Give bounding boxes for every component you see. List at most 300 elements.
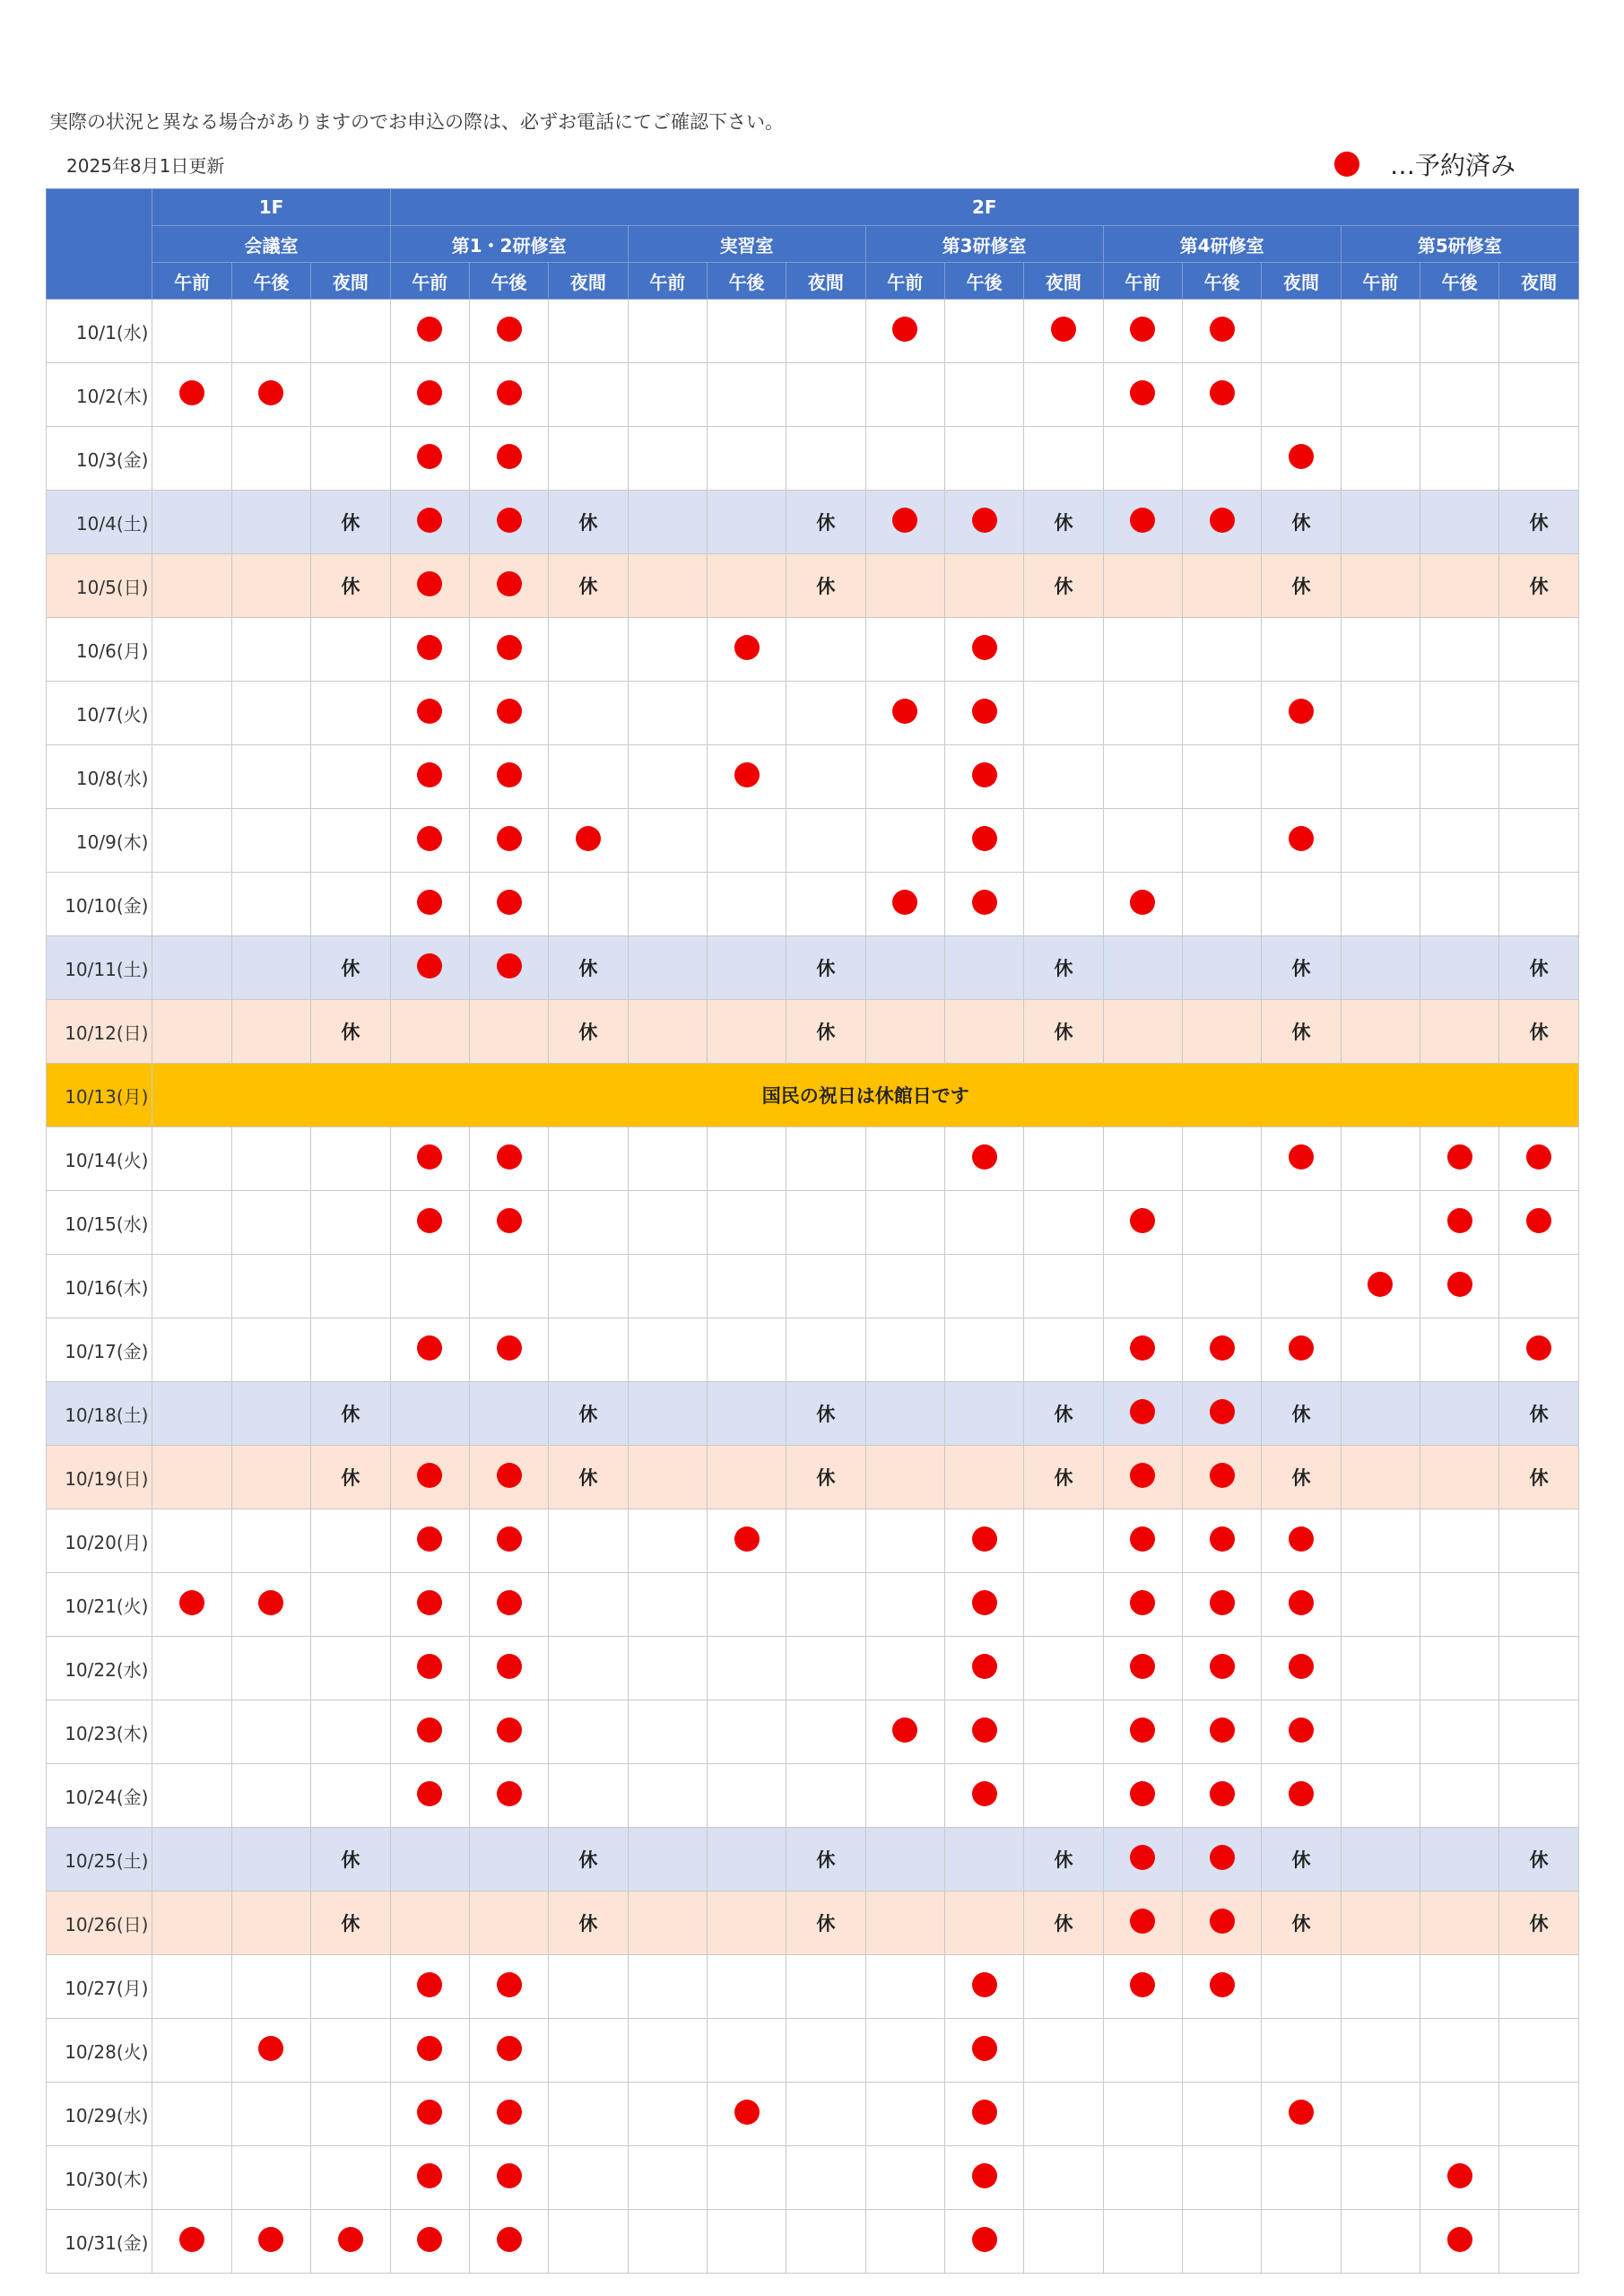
slot-cell bbox=[786, 873, 865, 936]
slot-cell bbox=[707, 1318, 786, 1382]
slot-cell bbox=[231, 1573, 310, 1637]
booked-dot-icon bbox=[1130, 1654, 1155, 1679]
slot-cell bbox=[1499, 936, 1579, 1000]
slot-cell bbox=[1024, 618, 1103, 682]
booked-dot-icon bbox=[179, 380, 204, 405]
closed-mark: 休 bbox=[1291, 1022, 1311, 1043]
slot-cell bbox=[865, 745, 944, 809]
booked-dot-icon bbox=[972, 2036, 997, 2061]
closed-mark: 休 bbox=[1291, 576, 1311, 597]
slot-cell bbox=[390, 1764, 469, 1828]
slot-cell bbox=[1103, 2210, 1182, 2274]
slot-cell bbox=[152, 1764, 231, 1828]
booked-dot-icon bbox=[417, 380, 442, 405]
booked-dot-icon bbox=[1130, 1909, 1155, 1934]
slot-cell bbox=[152, 300, 231, 363]
slot-cell bbox=[786, 427, 865, 491]
slot-cell bbox=[390, 300, 469, 363]
closed-mark: 休 bbox=[816, 1849, 836, 1871]
booked-dot-icon bbox=[972, 1526, 997, 1552]
closed-mark: 休 bbox=[1054, 958, 1073, 979]
slot-cell bbox=[1420, 363, 1498, 427]
slot-cell bbox=[1182, 1955, 1261, 2019]
slot-cell bbox=[231, 2210, 310, 2274]
slot-cell bbox=[1499, 618, 1579, 682]
closed-mark: 休 bbox=[1291, 512, 1311, 534]
slot-cell bbox=[865, 1573, 944, 1637]
slot-cell bbox=[1024, 1382, 1103, 1446]
slot-cell bbox=[1341, 1446, 1420, 1509]
closed-mark: 休 bbox=[578, 512, 598, 534]
slot-cell bbox=[786, 1382, 865, 1446]
slot-cell bbox=[1024, 809, 1103, 873]
slot-cell bbox=[231, 427, 310, 491]
slot-cell bbox=[1103, 1700, 1182, 1764]
slot-cell bbox=[152, 1637, 231, 1700]
slot-cell bbox=[549, 936, 628, 1000]
slot-cell bbox=[231, 1509, 310, 1573]
date-cell: 10/23(木) bbox=[47, 1700, 152, 1764]
closed-mark: 休 bbox=[1529, 1913, 1549, 1935]
slot-cell bbox=[1341, 1382, 1420, 1446]
booked-dot-icon bbox=[417, 508, 442, 533]
slot-cell bbox=[1182, 1000, 1261, 1064]
slot-cell bbox=[231, 2083, 310, 2146]
slot-cell bbox=[311, 554, 390, 618]
slot-cell bbox=[1262, 491, 1341, 554]
slot-header: 午後 bbox=[944, 263, 1023, 300]
slot-cell bbox=[1341, 1127, 1420, 1191]
slot-cell bbox=[1420, 1318, 1498, 1382]
slot-cell bbox=[944, 2083, 1023, 2146]
slot-cell bbox=[1420, 873, 1498, 936]
slot-cell bbox=[311, 809, 390, 873]
slot-cell bbox=[231, 873, 310, 936]
slot-cell bbox=[1024, 2083, 1103, 2146]
closed-mark: 休 bbox=[1054, 512, 1073, 534]
slot-cell bbox=[1420, 745, 1498, 809]
slot-cell bbox=[865, 1446, 944, 1509]
table-row bbox=[47, 936, 1579, 1000]
booked-dot-icon bbox=[497, 762, 522, 787]
slot-cell bbox=[1262, 1573, 1341, 1637]
slot-cell bbox=[311, 1637, 390, 1700]
slot-cell bbox=[1182, 936, 1261, 1000]
slot-cell bbox=[1420, 1255, 1498, 1318]
slot-header: 夜間 bbox=[1262, 263, 1341, 300]
booked-dot-icon bbox=[1447, 1144, 1472, 1170]
slot-cell bbox=[707, 1955, 786, 2019]
slot-cell bbox=[469, 1127, 548, 1191]
booked-dot-icon bbox=[497, 1972, 522, 1997]
slot-cell bbox=[1103, 936, 1182, 1000]
slot-cell bbox=[1341, 873, 1420, 936]
slot-cell bbox=[1341, 1828, 1420, 1892]
slot-cell bbox=[1420, 936, 1498, 1000]
date-cell: 10/19(日) bbox=[47, 1446, 152, 1509]
slot-cell bbox=[1262, 1892, 1341, 1955]
slot-header: 夜間 bbox=[786, 263, 865, 300]
slot-cell bbox=[549, 554, 628, 618]
slot-cell bbox=[707, 1446, 786, 1509]
slot-cell bbox=[311, 1446, 390, 1509]
slot-cell bbox=[628, 1700, 707, 1764]
slot-cell bbox=[469, 873, 548, 936]
slot-cell bbox=[944, 1191, 1023, 1255]
booked-dot-icon bbox=[1130, 1718, 1155, 1743]
booked-dot-icon bbox=[1210, 1463, 1235, 1488]
slot-cell bbox=[311, 936, 390, 1000]
slot-cell bbox=[1341, 1892, 1420, 1955]
floor-header-row bbox=[47, 189, 1579, 226]
slot-cell bbox=[311, 1382, 390, 1446]
slot-cell bbox=[390, 1318, 469, 1382]
slot-cell bbox=[1341, 2146, 1420, 2210]
slot-cell bbox=[469, 1637, 548, 1700]
slot-cell bbox=[1024, 427, 1103, 491]
booked-dot-icon bbox=[1210, 1909, 1235, 1934]
slot-cell bbox=[390, 1828, 469, 1892]
booked-dot-icon bbox=[1289, 1781, 1314, 1806]
slot-header: 午前 bbox=[865, 263, 944, 300]
room-header: 第5研修室 bbox=[1341, 226, 1578, 263]
slot-cell bbox=[944, 1573, 1023, 1637]
slot-cell bbox=[152, 1127, 231, 1191]
slot-cell bbox=[469, 491, 548, 554]
booked-dot-icon bbox=[497, 1463, 522, 1488]
slot-cell bbox=[1024, 1700, 1103, 1764]
slot-cell bbox=[1262, 1828, 1341, 1892]
slot-cell bbox=[1024, 1446, 1103, 1509]
slot-cell bbox=[152, 2083, 231, 2146]
slot-cell bbox=[311, 1255, 390, 1318]
slot-cell bbox=[628, 936, 707, 1000]
slot-cell bbox=[944, 1127, 1023, 1191]
booked-dot-icon bbox=[497, 444, 522, 469]
closed-mark: 休 bbox=[578, 576, 598, 597]
slot-cell bbox=[1341, 1509, 1420, 1573]
slot-cell bbox=[944, 1000, 1023, 1064]
slot-cell bbox=[152, 1255, 231, 1318]
slot-cell bbox=[1182, 491, 1261, 554]
slot-cell bbox=[1182, 1637, 1261, 1700]
notice-text: 実際の状況と異なる場合がありますのでお申込の際は、必ずお電話にてご確認下さい。 bbox=[49, 111, 784, 133]
booked-dot-icon bbox=[497, 1718, 522, 1743]
slot-header: 午後 bbox=[469, 263, 548, 300]
slot-cell bbox=[628, 554, 707, 618]
table-row bbox=[47, 2019, 1579, 2083]
legend-label: …予約済み bbox=[1390, 151, 1516, 180]
slot-cell bbox=[469, 1955, 548, 2019]
slot-cell bbox=[549, 2210, 628, 2274]
slot-cell bbox=[469, 1191, 548, 1255]
closed-mark: 休 bbox=[816, 576, 836, 597]
closed-mark: 休 bbox=[1054, 1467, 1073, 1489]
slot-cell bbox=[1024, 1637, 1103, 1700]
booked-dot-icon bbox=[417, 2163, 442, 2188]
slot-cell bbox=[469, 1700, 548, 1764]
date-cell: 10/1(水) bbox=[47, 300, 152, 363]
date-cell: 10/5(日) bbox=[47, 554, 152, 618]
table-row bbox=[47, 554, 1579, 618]
slot-cell bbox=[1341, 554, 1420, 618]
slot-cell bbox=[1341, 1191, 1420, 1255]
table-row bbox=[47, 427, 1579, 491]
slot-cell bbox=[1182, 427, 1261, 491]
booked-dot-icon bbox=[1526, 1335, 1551, 1361]
slot-cell bbox=[628, 1573, 707, 1637]
slot-cell bbox=[1499, 1446, 1579, 1509]
slot-cell bbox=[549, 1191, 628, 1255]
slot-cell bbox=[469, 300, 548, 363]
slot-cell bbox=[390, 2083, 469, 2146]
slot-cell bbox=[786, 363, 865, 427]
booked-dot-icon bbox=[1289, 1335, 1314, 1361]
slot-cell bbox=[865, 1892, 944, 1955]
slot-cell bbox=[549, 809, 628, 873]
slot-cell bbox=[152, 1191, 231, 1255]
slot-cell bbox=[1499, 809, 1579, 873]
table-row bbox=[47, 2083, 1579, 2146]
slot-cell bbox=[628, 1000, 707, 1064]
date-cell: 10/7(火) bbox=[47, 682, 152, 745]
slot-cell bbox=[469, 1764, 548, 1828]
closed-mark: 休 bbox=[1529, 958, 1549, 979]
slot-cell bbox=[1024, 1892, 1103, 1955]
slot-cell bbox=[786, 1892, 865, 1955]
slot-cell bbox=[1499, 1573, 1579, 1637]
slot-cell bbox=[469, 1382, 548, 1446]
slot-cell bbox=[390, 1191, 469, 1255]
slot-cell bbox=[786, 2210, 865, 2274]
slot-cell bbox=[1103, 300, 1182, 363]
slot-cell bbox=[390, 1573, 469, 1637]
floor-header: 2F bbox=[390, 189, 1578, 226]
closed-mark: 休 bbox=[1054, 1913, 1073, 1935]
slot-cell bbox=[786, 1955, 865, 2019]
slot-cell bbox=[152, 491, 231, 554]
slot-cell bbox=[944, 809, 1023, 873]
slot-cell bbox=[1024, 554, 1103, 618]
slot-cell bbox=[311, 1191, 390, 1255]
slot-cell bbox=[1262, 745, 1341, 809]
slot-cell bbox=[1182, 1700, 1261, 1764]
slot-cell bbox=[786, 2083, 865, 2146]
slot-cell bbox=[1103, 2083, 1182, 2146]
booked-dot-icon bbox=[1210, 1972, 1235, 1997]
slot-cell bbox=[628, 1509, 707, 1573]
booked-dot-icon bbox=[972, 1654, 997, 1679]
closed-mark: 休 bbox=[1529, 576, 1549, 597]
slot-cell bbox=[549, 618, 628, 682]
table-row bbox=[47, 1828, 1579, 1892]
date-cell: 10/21(火) bbox=[47, 1573, 152, 1637]
table-row bbox=[47, 1000, 1579, 1064]
booked-dot-icon bbox=[972, 2227, 997, 2252]
slot-cell bbox=[549, 1573, 628, 1637]
slot-cell bbox=[311, 491, 390, 554]
slot-cell bbox=[865, 1318, 944, 1382]
slot-cell bbox=[628, 1955, 707, 2019]
booked-dot-icon bbox=[258, 1590, 283, 1615]
table-row bbox=[47, 1955, 1579, 2019]
closed-mark: 休 bbox=[816, 1467, 836, 1489]
slot-cell bbox=[152, 1000, 231, 1064]
slot-cell bbox=[311, 873, 390, 936]
slot-cell bbox=[152, 1700, 231, 1764]
slot-cell bbox=[1024, 745, 1103, 809]
booked-dot-icon bbox=[417, 699, 442, 724]
booked-dot-icon bbox=[417, 1335, 442, 1361]
room-header: 第4研修室 bbox=[1103, 226, 1341, 263]
slot-cell bbox=[1341, 2019, 1420, 2083]
slot-cell bbox=[469, 554, 548, 618]
slot-cell bbox=[786, 554, 865, 618]
slot-cell bbox=[1262, 1509, 1341, 1573]
slot-header: 午前 bbox=[1341, 263, 1420, 300]
slot-cell bbox=[1341, 682, 1420, 745]
slot-cell bbox=[628, 2019, 707, 2083]
slot-cell bbox=[469, 745, 548, 809]
slot-cell bbox=[1024, 1000, 1103, 1064]
slot-cell bbox=[390, 1446, 469, 1509]
updated-date: 2025年8月1日更新 bbox=[66, 155, 225, 177]
slot-cell bbox=[231, 491, 310, 554]
table-row bbox=[47, 682, 1579, 745]
booked-dot-icon bbox=[417, 2100, 442, 2125]
slot-cell bbox=[1182, 1191, 1261, 1255]
slot-cell bbox=[865, 1955, 944, 2019]
slot-cell bbox=[786, 1509, 865, 1573]
slot-cell bbox=[628, 1637, 707, 1700]
slot-cell bbox=[1182, 618, 1261, 682]
slot-cell bbox=[707, 2210, 786, 2274]
slot-cell bbox=[944, 1764, 1023, 1828]
table-row bbox=[47, 1382, 1579, 1446]
booked-dot-icon bbox=[417, 1718, 442, 1743]
date-cell: 10/2(木) bbox=[47, 363, 152, 427]
booked-dot-icon bbox=[972, 1781, 997, 1806]
booked-dot-icon bbox=[417, 1526, 442, 1552]
slot-cell bbox=[1499, 1255, 1579, 1318]
slot-cell bbox=[865, 2146, 944, 2210]
slot-cell bbox=[390, 554, 469, 618]
slot-cell bbox=[469, 427, 548, 491]
slot-cell bbox=[786, 1700, 865, 1764]
slot-cell bbox=[1341, 936, 1420, 1000]
slot-cell bbox=[231, 745, 310, 809]
slot-cell bbox=[786, 1127, 865, 1191]
table-row bbox=[47, 2146, 1579, 2210]
slot-cell bbox=[390, 2146, 469, 2210]
booked-dot-icon bbox=[497, 2100, 522, 2125]
slot-cell bbox=[231, 1700, 310, 1764]
booked-dot-icon bbox=[417, 826, 442, 851]
slot-cell bbox=[549, 1764, 628, 1828]
slot-cell bbox=[1024, 1955, 1103, 2019]
slot-cell bbox=[152, 1955, 231, 2019]
slot-cell bbox=[231, 1446, 310, 1509]
closed-mark: 休 bbox=[341, 576, 360, 597]
slot-cell bbox=[1103, 1828, 1182, 1892]
slot-cell bbox=[231, 300, 310, 363]
date-cell: 10/9(木) bbox=[47, 809, 152, 873]
slot-cell bbox=[1103, 2146, 1182, 2210]
date-cell: 10/4(土) bbox=[47, 491, 152, 554]
date-cell: 10/13(月) bbox=[47, 1064, 152, 1127]
date-cell: 10/12(日) bbox=[47, 1000, 152, 1064]
slot-cell bbox=[311, 300, 390, 363]
booked-dot-icon bbox=[179, 1590, 204, 1615]
table-row bbox=[47, 809, 1579, 873]
slot-cell bbox=[311, 2019, 390, 2083]
slot-cell bbox=[231, 936, 310, 1000]
slot-cell bbox=[1420, 1764, 1498, 1828]
slot-cell bbox=[1262, 1191, 1341, 1255]
slot-cell bbox=[1024, 1127, 1103, 1191]
date-cell: 10/31(金) bbox=[47, 2210, 152, 2274]
floor-header: 1F bbox=[152, 189, 390, 226]
closed-mark: 休 bbox=[1291, 958, 1311, 979]
closed-mark: 休 bbox=[578, 958, 598, 979]
table-row bbox=[47, 618, 1579, 682]
slot-cell bbox=[1182, 1382, 1261, 1446]
closed-mark: 休 bbox=[1529, 1849, 1549, 1871]
booked-dot-icon bbox=[179, 2227, 204, 2252]
slot-cell bbox=[1103, 1000, 1182, 1064]
slot-cell bbox=[469, 1828, 548, 1892]
slot-cell bbox=[628, 1191, 707, 1255]
date-cell: 10/22(水) bbox=[47, 1637, 152, 1700]
slot-cell bbox=[549, 1000, 628, 1064]
slot-cell bbox=[152, 618, 231, 682]
slot-cell bbox=[1499, 1191, 1579, 1255]
slot-cell bbox=[549, 1382, 628, 1446]
slot-cell bbox=[469, 1000, 548, 1064]
slot-cell bbox=[1499, 2146, 1579, 2210]
slot-header: 夜間 bbox=[549, 263, 628, 300]
slot-cell bbox=[1420, 1509, 1498, 1573]
slot-cell bbox=[1262, 2083, 1341, 2146]
slot-cell bbox=[390, 1955, 469, 2019]
slot-cell bbox=[311, 618, 390, 682]
slot-cell bbox=[1262, 1000, 1341, 1064]
slot-cell bbox=[628, 873, 707, 936]
booked-dot-icon bbox=[1289, 826, 1314, 851]
slot-cell bbox=[231, 1318, 310, 1382]
slot-cell bbox=[944, 936, 1023, 1000]
slot-cell bbox=[549, 1955, 628, 2019]
slot-cell bbox=[1420, 682, 1498, 745]
slot-cell bbox=[231, 1382, 310, 1446]
slot-cell bbox=[1262, 1955, 1341, 2019]
slot-cell bbox=[944, 1700, 1023, 1764]
booked-dot-icon bbox=[734, 2100, 760, 2125]
slot-cell bbox=[1420, 2146, 1498, 2210]
slot-cell bbox=[944, 682, 1023, 745]
slot-cell bbox=[628, 1318, 707, 1382]
slot-cell bbox=[152, 2019, 231, 2083]
booked-dot-icon bbox=[892, 1718, 917, 1743]
slot-cell bbox=[865, 1700, 944, 1764]
slot-cell bbox=[786, 2146, 865, 2210]
slot-cell bbox=[1499, 1000, 1579, 1064]
slot-cell bbox=[549, 2146, 628, 2210]
slot-cell bbox=[707, 809, 786, 873]
slot-header: 午前 bbox=[390, 263, 469, 300]
slot-cell bbox=[390, 618, 469, 682]
closed-mark: 休 bbox=[578, 1404, 598, 1425]
